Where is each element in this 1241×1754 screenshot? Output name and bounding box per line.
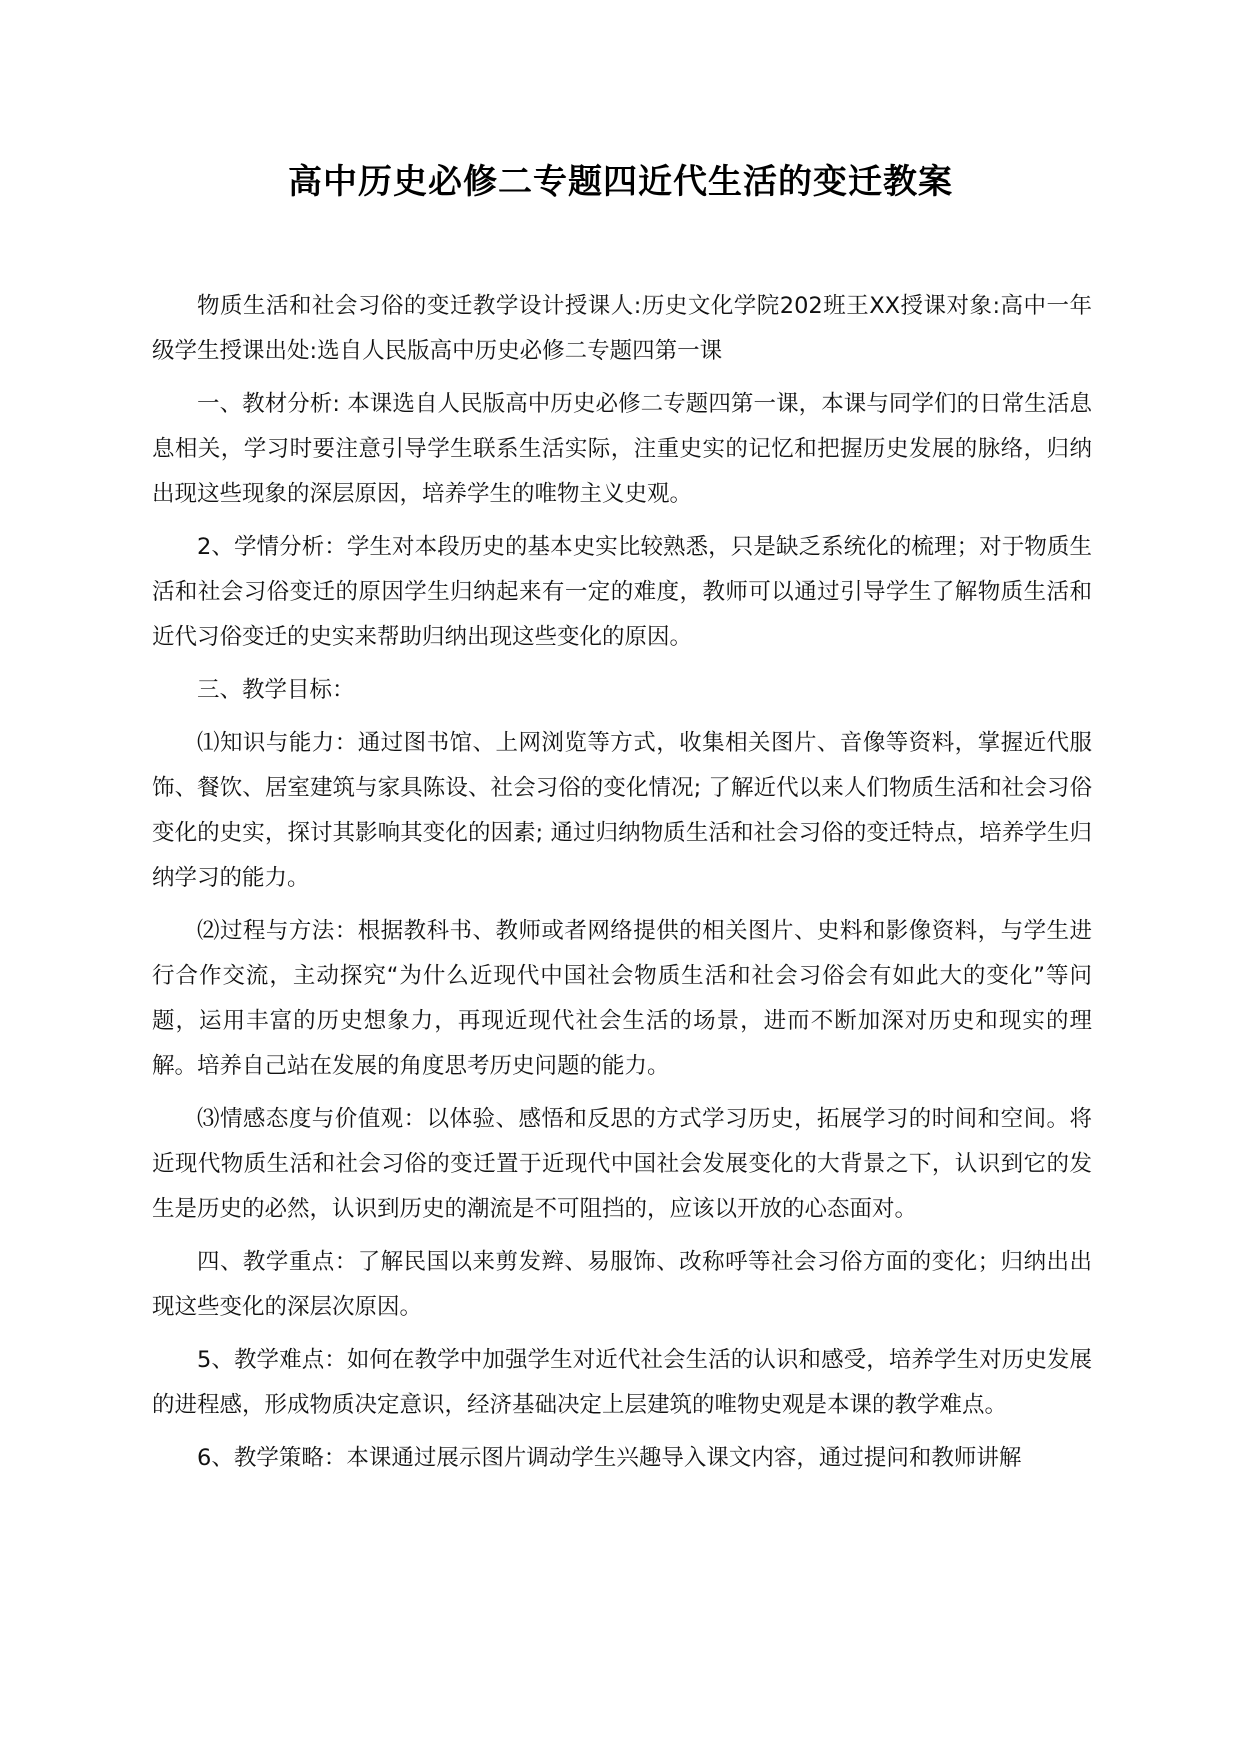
paragraph-objective-values: ⑶情感态度与价值观：以体验、感悟和反思的方式学习历史，拓展学习的时间和空间。将近现代物质生活和社会习俗的变迁置于近现代中国社会发展变化的大背景之下，认识到它的发生是历史的必然，认识到历史的潮流是不可阻挡的，应该以开放的心态面对。 bbox=[152, 1106, 1092, 1222]
document-body bbox=[152, 284, 1092, 1481]
paragraph-teaching-design-intro: 物质生活和社会习俗的变迁教学设计授课人:历史文化学院202班王XX授课对象:高中一年级学生授课出处:选自人民版高中历史必修二专题四第一课 bbox=[152, 293, 1092, 364]
paragraph-teaching-strategy: 6、教学策略：本课通过展示图片调动学生兴趣导入课文内容，通过提问和教师讲解 bbox=[197, 1445, 1022, 1471]
paragraph-teaching-objectives-heading: 三、教学目标： bbox=[197, 677, 355, 703]
paragraph-difficult-points: 5、教学难点：如何在教学中加强学生对近代社会生活的认识和感受，培养学生对历史发展的进程感，形成物质决定意识，经济基础决定上层建筑的唯物史观是本课的教学难点。 bbox=[152, 1347, 1092, 1418]
paragraph-key-points: 四、教学重点：了解民国以来剪发辫、易服饰、改称呼等社会习俗方面的变化；归纳出出现这些变化的深层次原因。 bbox=[152, 1249, 1092, 1320]
paragraph-learner-analysis: 2、学情分析：学生对本段历史的基本史实比较熟悉，只是缺乏系统化的梳理；对于物质生活和社会习俗变迁的原因学生归纳起来有一定的难度，教师可以通过引导学生了解物质生活和近代习俗变迁的史实来帮助归纳出现这些变化的原因。 bbox=[152, 534, 1092, 650]
page-title: 高中历史必修二专题四近代生活的变迁教案 bbox=[288, 162, 953, 202]
paragraph-objective-process: ⑵过程与方法：根据教科书、教师或者网络提供的相关图片、史料和影像资料，与学生进行合作交流，主动探究“为什么近现代中国社会物质生活和社会习俗会有如此大的变化”等问题，运用丰富的历史想象力，再现近现代社会生活的场景，进而不断加深对历史和现实的理解。培养自己站在发展的角度思考历史问题的能力。 bbox=[152, 918, 1092, 1079]
paragraph-objective-knowledge: ⑴知识与能力：通过图书馆、上网浏览等方式，收集相关图片、音像等资料，掌握近代服饰、餐饮、居室建筑与家具陈设、社会习俗的变化情况; 了解近代以来人们物质生活和社会习俗变化的史实，探讨其影响其变化的因素; 通过归纳物质生活和社会习俗的变迁特点，培养学生归纳学习的能力。 bbox=[152, 730, 1092, 891]
paragraph-textbook-analysis: 一、教材分析: 本课选自人民版高中历史必修二专题四第一课，本课与同学们的日常生活息息相关，学习时要注意引导学生联系生活实际，注重史实的记忆和把握历史发展的脉络，归纳出现这些现象的深层原因，培养学生的唯物主义史观。 bbox=[152, 391, 1092, 507]
